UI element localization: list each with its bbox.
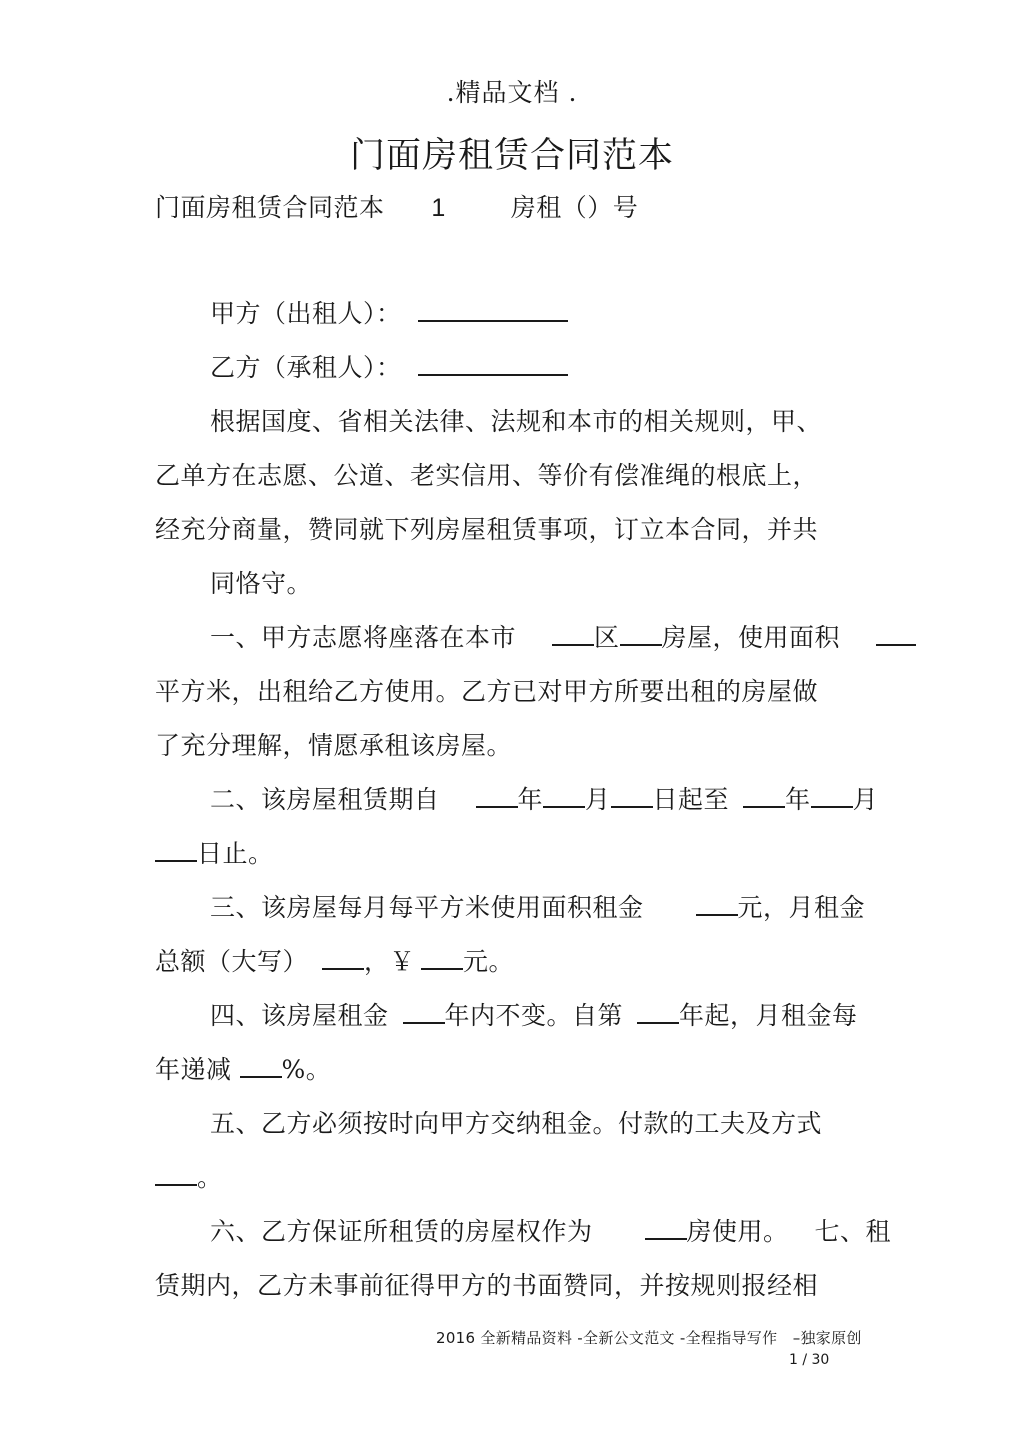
end-day-blank	[155, 838, 197, 862]
clause-2-month: 月	[585, 785, 611, 814]
clause-3-text-b: 元，月租金	[737, 893, 866, 922]
subtitle-number: 1	[431, 194, 446, 222]
clause-2-day-to: 日起至	[652, 785, 730, 814]
clause-4-text-d: 年递减	[155, 1055, 232, 1084]
clause-4-line-2	[155, 1054, 331, 1086]
intro-line-3: 经充分商量，赞同就下列房屋租赁事项，订立本合同，并共	[155, 515, 819, 544]
clause-3-text-a: 三、该房屋每月每平方米使用面积租金	[210, 893, 644, 922]
clause-1-line-3: 了充分理解，情愿承租该房屋。	[155, 731, 513, 760]
clause-4-text-a: 四、该房屋租金	[210, 1001, 389, 1030]
subtitle-reference: 房租（）号	[510, 193, 639, 222]
lessee-line	[210, 352, 568, 384]
clause-4-text-c: 年起，月租金每	[679, 1001, 858, 1030]
decrease-percent-blank	[240, 1054, 282, 1078]
clause-4-text-b: 年内不变。自第	[444, 1001, 624, 1030]
clause-2-end: 日止。	[197, 839, 274, 868]
clause-2-year-2: 年	[785, 785, 811, 814]
intro-line-1: 根据国度、省相关法律、法规和本市的相关规则，甲、	[210, 407, 823, 436]
clause-3-line-1	[210, 892, 865, 924]
page-number: 1 / 30	[789, 1352, 830, 1368]
clause-2-year: 年	[517, 785, 544, 814]
clause-4-text-e: %。	[281, 1055, 332, 1084]
clause-2-text-a: 二、该房屋租赁期自	[210, 785, 440, 814]
intro-line-4: 同恪守。	[210, 569, 313, 598]
clause-4-line-1	[210, 1000, 858, 1032]
clause-1-line-2: 平方米，出租给乙方使用。乙方已对甲方所要出租的房屋做	[155, 677, 819, 706]
page-header-watermark: .精品文档 .	[446, 78, 578, 107]
start-day-blank	[611, 784, 653, 808]
lessor-blank	[418, 298, 568, 322]
footer-text: 2016 全新精品资料 -全新公文范文 -全程指导写作 –独家原创	[436, 1329, 862, 1347]
clause-6-line-1	[210, 1216, 891, 1248]
clause-3-text-d: ，￥	[364, 947, 416, 976]
lessor-label: 甲方（出租人）：	[210, 299, 402, 328]
end-year-blank	[743, 784, 785, 808]
clause-1-line-1	[210, 622, 916, 654]
clause-3-line-2	[155, 946, 514, 978]
clause-5-line-1: 五、乙方必须按时向甲方交纳租金。付款的工夫及方式	[210, 1109, 823, 1138]
clause-5-line-2	[155, 1162, 223, 1194]
clause-5-text-b: 。	[197, 1163, 223, 1192]
clause-3-text-c: 总额（大写）	[155, 947, 309, 976]
fixed-years-blank	[403, 1000, 445, 1024]
clause-2-month-2: 月	[852, 785, 879, 814]
house-blank	[620, 622, 662, 646]
clause-6-text-a: 六、乙方保证所租赁的房屋权作为	[210, 1217, 593, 1246]
start-year-blank	[476, 784, 518, 808]
clause-2-line-1	[210, 784, 878, 816]
subtitle-name: 门面房租赁合同范本	[155, 193, 385, 222]
clause-6-text-b: 房使用。	[686, 1217, 789, 1246]
usage-blank	[645, 1216, 687, 1240]
rent-per-sqm-blank	[696, 892, 738, 916]
clause-1-text-c: 房屋，使用面积	[661, 623, 841, 652]
lessor-line	[210, 298, 568, 330]
end-month-blank	[811, 784, 853, 808]
clause-7-text-a: 七、租	[814, 1217, 892, 1246]
total-rent-words-blank	[322, 946, 364, 970]
payment-method-blank	[155, 1162, 197, 1186]
clause-3-text-e: 元。	[463, 947, 515, 976]
intro-line-2: 乙单方在志愿、公道、老实信用、等价有偿准绳的根底上，	[155, 461, 819, 490]
document-subtitle	[155, 192, 638, 224]
clause-2-line-2	[155, 838, 274, 870]
clause-1-text-b: 区	[594, 623, 620, 652]
lessee-label: 乙方（承租人）：	[210, 353, 402, 382]
district-blank	[552, 622, 594, 646]
lessee-blank	[418, 352, 568, 376]
start-decrease-year-blank	[637, 1000, 679, 1024]
area-blank	[876, 622, 916, 646]
total-rent-amount-blank	[421, 946, 463, 970]
start-month-blank	[543, 784, 585, 808]
clause-7-line-2: 赁期内，乙方未事前征得甲方的书面赞同，并按规则报经相	[155, 1271, 819, 1300]
document-title: 门面房租赁合同范本	[349, 136, 674, 176]
clause-1-text-a: 一、甲方志愿将座落在本市	[210, 623, 517, 652]
